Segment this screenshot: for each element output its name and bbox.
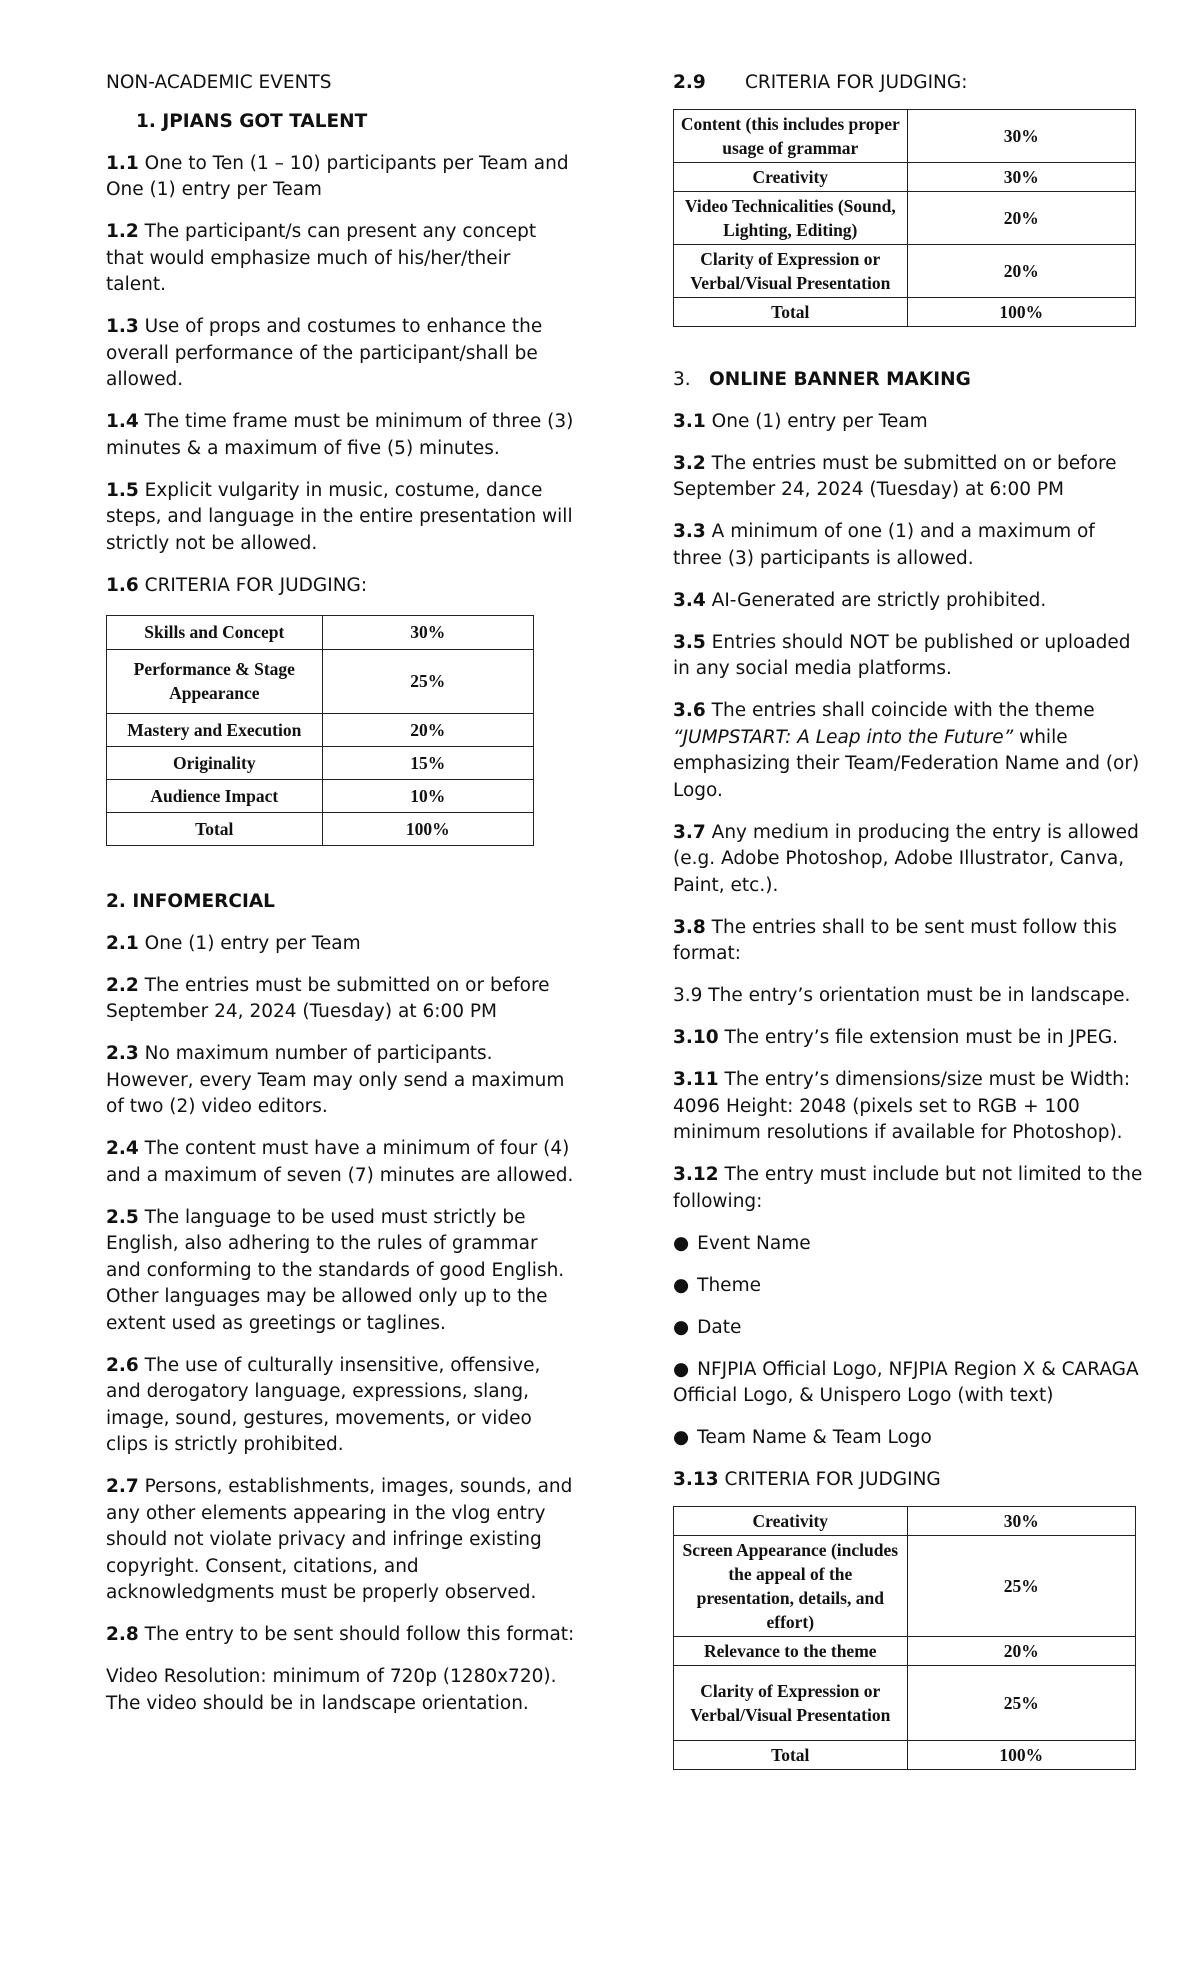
item-number: 1.1 — [106, 152, 139, 174]
s1-item — [106, 151, 576, 204]
item-number: 3.7 — [673, 821, 706, 843]
list-item — [673, 1273, 1143, 1300]
bullet-icon: ● — [673, 1316, 690, 1338]
item-number: 1.3 — [106, 316, 139, 337]
item-text: The entry’s dimensions/size must be Width: 4096 Height: 2048 (pixels set to RGB + 100 minimum resolutions if available for Photoshop). — [673, 1069, 1131, 1143]
criterion-cell: Mastery and Execution — [107, 713, 323, 746]
criterion-cell: Creativity — [674, 1506, 908, 1535]
criterion-cell: Creativity — [674, 162, 908, 191]
s29-criteria-table — [673, 109, 1136, 327]
weight-cell: 30% — [907, 162, 1135, 191]
item-number: 2.9 — [673, 72, 706, 93]
s1-item — [106, 478, 576, 558]
bullet-icon: ● — [673, 1232, 690, 1254]
item-number: 1.5 — [106, 479, 139, 501]
theme-text: “JUMPSTART: A Leap into the Future” — [673, 726, 1014, 748]
weight-cell: 10% — [322, 779, 533, 812]
table-row — [107, 746, 534, 779]
item-text: while emphasizing their Team/Federation Name and (or) Logo. — [673, 726, 1140, 801]
table-row — [674, 1535, 1136, 1636]
item-number: 3.2 — [673, 452, 706, 474]
s2-item — [106, 1474, 576, 1607]
table-row — [674, 297, 1136, 326]
item-number: 1.6 — [106, 574, 139, 596]
bullet-list — [673, 1231, 1143, 1452]
item-text: The entry’s file extension must be in JPEG. — [718, 1027, 1119, 1048]
item-text: Explicit vulgarity in music, costume, dance steps, and language in the entire presentation will strictly not be allowed. — [106, 479, 573, 554]
s3-item: 3.9 The entry’s orientation must be in landscape. — [673, 985, 1131, 1006]
weight-cell: 25% — [907, 1665, 1135, 1740]
table-row — [107, 812, 534, 845]
s2-item — [106, 1205, 576, 1338]
weight-cell: 100% — [907, 1740, 1135, 1769]
item-text: CRITERIA FOR JUDGING: — [138, 574, 368, 596]
weight-cell: 30% — [322, 615, 533, 649]
item-text: CRITERIA FOR JUDGING: — [745, 72, 968, 93]
weight-cell: 20% — [907, 1636, 1135, 1665]
weight-cell: 30% — [907, 109, 1135, 162]
weight-cell: 100% — [322, 812, 533, 845]
criterion-cell: Audience Impact — [107, 779, 323, 812]
item-number: 2.7 — [106, 1476, 139, 1497]
item-number: 3.6 — [673, 700, 706, 721]
criterion-cell: Video Technicalities (Sound, Lighting, Editing) — [674, 191, 908, 244]
item-number: 2.1 — [106, 932, 139, 954]
item-text: Any medium in producing the entry is allowed (e.g. Adobe Photoshop, Adobe Illustrator, Canva, Paint, etc.). — [673, 821, 1139, 896]
criterion-cell: Relevance to the theme — [674, 1636, 908, 1665]
item-text: The entries must be submitted on or before September 24, 2024 (Tuesday) at 6:00 PM — [106, 974, 550, 1022]
s3-item — [673, 1067, 1143, 1147]
criterion-cell: Screen Appearance (includes the appeal of the presentation, details, and effort) — [674, 1535, 908, 1636]
s1-item — [106, 573, 576, 600]
list-item — [673, 1357, 1143, 1410]
left-column — [106, 70, 576, 1733]
table-row — [107, 615, 534, 649]
list-item-text: Theme — [697, 1274, 761, 1296]
right-column — [673, 70, 1143, 1770]
item-number: 3.11 — [673, 1069, 719, 1090]
criterion-cell: Content (this includes proper usage of grammar — [674, 109, 908, 162]
list-item — [673, 1231, 1143, 1258]
list-item-text: Team Name & Team Logo — [697, 1427, 932, 1448]
item-number: 2.5 — [106, 1206, 139, 1228]
s2-item — [106, 1353, 576, 1459]
criterion-cell: Total — [674, 1740, 908, 1769]
item-text: No maximum number of participants. However, every Team may only send a maximum of two (2) video editors. — [106, 1043, 565, 1117]
item-number: 1.2 — [106, 221, 139, 242]
item-text: Entries should NOT be published or uploaded in any social media platforms. — [673, 631, 1131, 679]
s2-item — [106, 1136, 576, 1189]
list-item — [673, 1425, 1143, 1452]
s3-item-theme — [673, 698, 1143, 804]
criterion-cell: Skills and Concept — [107, 615, 323, 649]
s1-criteria-table — [106, 615, 534, 846]
s29-heading — [673, 70, 1143, 97]
table-row — [674, 1665, 1136, 1740]
item-text: AI-Generated are strictly prohibited. — [705, 589, 1047, 611]
bullet-icon: ● — [673, 1358, 690, 1380]
s2-heading: 2. INFOMERCIAL — [106, 890, 275, 912]
item-number: 1.4 — [106, 411, 139, 432]
item-number: 2.6 — [106, 1354, 139, 1376]
item-number: 2.3 — [106, 1043, 139, 1064]
item-text: The entry must include but not limited to the following: — [673, 1164, 1143, 1212]
item-text: Use of props and costumes to enhance the overall performance of the participant/shall be allowed. — [106, 316, 543, 390]
item-number: 3.1 — [673, 410, 706, 432]
s3-item — [673, 820, 1143, 900]
s1-item — [106, 219, 576, 299]
item-text: A minimum of one (1) and a maximum of three (3) participants is allowed. — [673, 521, 1095, 569]
table-row — [674, 1636, 1136, 1665]
s3-item — [673, 1162, 1143, 1215]
s3-item — [673, 451, 1143, 504]
item-text: The entries shall coincide with the theme — [705, 700, 1095, 721]
item-number: 3.5 — [673, 631, 706, 653]
item-number: 3.13 — [673, 1469, 719, 1490]
weight-cell: 25% — [322, 649, 533, 713]
s3-item — [673, 519, 1143, 572]
item-number: 3.12 — [673, 1164, 719, 1185]
table-row — [107, 713, 534, 746]
s1-item — [106, 314, 576, 394]
table-row — [674, 162, 1136, 191]
criterion-cell: Originality — [107, 746, 323, 779]
item-number: 2.2 — [106, 974, 139, 996]
item-text: The entries must be submitted on or before September 24, 2024 (Tuesday) at 6:00 PM — [673, 452, 1117, 500]
item-text: CRITERIA FOR JUDGING — [718, 1469, 941, 1490]
s3-item — [673, 588, 1143, 615]
s2-item — [106, 1041, 576, 1121]
s2-items — [106, 931, 576, 1718]
item-number: 3.10 — [673, 1027, 719, 1048]
table-row — [674, 1740, 1136, 1769]
criterion-cell: Total — [674, 297, 908, 326]
item-text: The entry to be sent should follow this format: — [138, 1624, 575, 1645]
table-row — [674, 244, 1136, 297]
list-item-text: NFJPIA Official Logo, NFJPIA Region X & CARAGA Official Logo, & Unispero Logo (with text) — [673, 1358, 1139, 1406]
s2-item — [106, 973, 576, 1026]
s3-item — [673, 915, 1143, 968]
bullet-icon: ● — [673, 1427, 690, 1448]
item-number: 3.8 — [673, 916, 706, 938]
s3-criteria-table — [673, 1506, 1136, 1770]
item-number: 2.4 — [106, 1138, 139, 1159]
s3-items — [673, 409, 1143, 1216]
item-text: The content must have a minimum of four (4) and a maximum of seven (7) minutes are allowed. — [106, 1138, 574, 1186]
heading-number: 3. — [673, 368, 691, 390]
table-row — [674, 191, 1136, 244]
list-item-text: Event Name — [697, 1232, 811, 1254]
s2-item — [106, 931, 576, 958]
weight-cell: 20% — [907, 244, 1135, 297]
s1-heading: 1. JPIANS GOT TALENT — [136, 110, 368, 132]
criterion-cell: Performance & Stage Appearance — [107, 649, 323, 713]
table-row — [674, 109, 1136, 162]
item-number: 3.4 — [673, 589, 706, 611]
s2-item — [106, 1622, 576, 1649]
item-number: 3.3 — [673, 521, 706, 542]
item-text: The entries shall to be sent must follow this format: — [673, 916, 1117, 964]
item-text: The use of culturally insensitive, offensive, and derogatory language, expressions, slang, image, sound, gestures, movements, or video clips is strictly prohibited. — [106, 1354, 541, 1455]
item-text: One to Ten (1 – 10) participants per Team and One (1) entry per Team — [106, 152, 569, 200]
bullet-icon: ● — [673, 1274, 690, 1296]
weight-cell: 25% — [907, 1535, 1135, 1636]
s3-item — [673, 630, 1143, 683]
list-item — [673, 1315, 1143, 1342]
s3-item — [673, 409, 1143, 436]
s3-item — [673, 1467, 1143, 1494]
weight-cell: 20% — [322, 713, 533, 746]
weight-cell: 30% — [907, 1506, 1135, 1535]
item-text: The participant/s can present any concept that would emphasize much of his/her/their talent. — [106, 221, 537, 295]
heading-text: ONLINE BANNER MAKING — [709, 368, 971, 390]
video-format-text: Video Resolution: minimum of 720p (1280x720). The video should be in landscape orientation. — [106, 1666, 557, 1714]
item-text: One (1) entry per Team — [705, 410, 928, 432]
item-text: One (1) entry per Team — [138, 932, 361, 954]
weight-cell: 100% — [907, 297, 1135, 326]
criterion-cell: Clarity of Expression or Verbal/Visual Presentation — [674, 244, 908, 297]
section-title: NON-ACADEMIC EVENTS — [106, 72, 332, 93]
list-item-text: Date — [697, 1316, 742, 1338]
item-number: 2.8 — [106, 1624, 139, 1645]
item-text: Persons, establishments, images, sounds, and any other elements appearing in the vlog entry should not violate privacy and infringe existing copyright. Consent, citations, and acknowledgments must be properly observed. — [106, 1476, 573, 1603]
item-text: The time frame must be minimum of three (3) minutes & a maximum of five (5) minutes. — [106, 411, 574, 459]
weight-cell: 15% — [322, 746, 533, 779]
criterion-cell: Total — [107, 812, 323, 845]
item-text: The language to be used must strictly be English, also adhering to the rules of grammar and conforming to the standards of good English. Other languages may be allowed only up to the extent used as greetings or taglines. — [106, 1206, 565, 1334]
s1-items — [106, 151, 576, 600]
table-row — [674, 1506, 1136, 1535]
s3-heading — [673, 367, 1143, 394]
weight-cell: 20% — [907, 191, 1135, 244]
s1-item — [106, 409, 576, 462]
criterion-cell: Clarity of Expression or Verbal/Visual Presentation — [674, 1665, 908, 1740]
table-row — [107, 649, 534, 713]
s3-item — [673, 1025, 1143, 1052]
table-row — [107, 779, 534, 812]
